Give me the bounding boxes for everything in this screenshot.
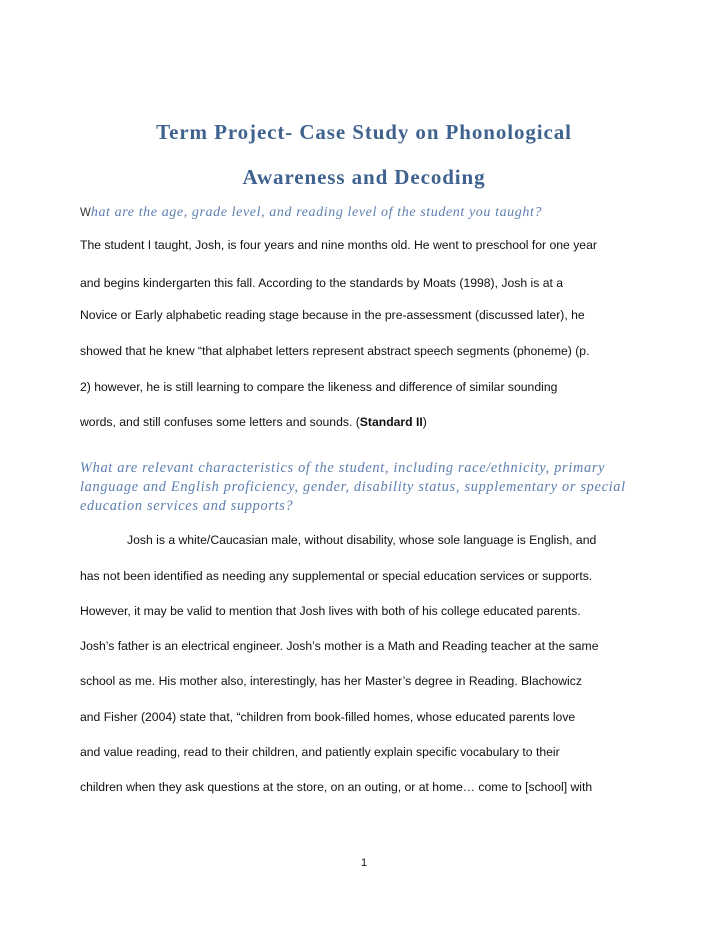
page-number: 1	[360, 857, 368, 869]
question-1	[80, 205, 542, 221]
paragraph-2-line: has not been identified as needing any supplemental or special education services or supports.	[80, 569, 593, 583]
paragraph-1-last-close: )	[422, 415, 427, 429]
title-line-2: Awareness and Decoding	[242, 165, 486, 189]
paragraph-2-line: Josh’s father is an electrical engineer. Josh’s mother is a Math and Reading teacher at the same	[80, 639, 599, 653]
paragraph-2-line: However, it may be valid to mention that Josh lives with both of his college educated parents.	[80, 604, 581, 618]
paragraph-1-last-line	[80, 415, 427, 429]
question-1-initial: W	[80, 207, 91, 219]
question-1-text: hat are the age, grade level, and reading level of the student you taught?	[90, 205, 543, 220]
title-line-1: Term Project- Case Study on Phonological	[156, 120, 572, 144]
paragraph-2-line: school as me. His mother also, interestingly, has her Master’s degree in Reading. Blachowicz	[80, 674, 582, 688]
paragraph-1-line: 2) however, he is still learning to compare the likeness and difference of similar sounding	[80, 380, 558, 394]
paragraph-2-line: and Fisher (2004) state that, “children from book-filled homes, whose educated parents love	[80, 710, 576, 724]
question-2-line: language and English proficiency, gender, disability status, supplementary or special	[80, 479, 626, 495]
paragraph-2-line: Josh is a white/Caucasian male, without disability, whose sole language is English, and	[127, 533, 597, 547]
paragraph-1-line: The student I taught, Josh, is four years and nine months old. He went to preschool for one year	[80, 238, 597, 252]
question-2-line: education services and supports?	[80, 498, 294, 514]
question-2-line: What are relevant characteristics of the student, including race/ethnicity, primary	[80, 460, 606, 476]
standard-reference: Standard II	[359, 415, 423, 429]
paragraph-2-line: and value reading, read to their children, and patiently explain specific vocabulary to their	[80, 745, 560, 759]
paragraph-1-line: Novice or Early alphabetic reading stage because in the pre-assessment (discussed later), he	[80, 308, 585, 322]
paragraph-1-last-text: words, and still confuses some letters and sounds. (	[80, 415, 360, 429]
paragraph-1-line: showed that he knew “that alphabet letters represent abstract speech segments (phoneme) (p.	[80, 344, 590, 358]
paragraph-2-line: children when they ask questions at the store, on an outing, or at home… come to [school] with	[80, 780, 593, 794]
paragraph-1-line: and begins kindergarten this fall. According to the standards by Moats (1998), Josh is at a	[80, 276, 564, 290]
